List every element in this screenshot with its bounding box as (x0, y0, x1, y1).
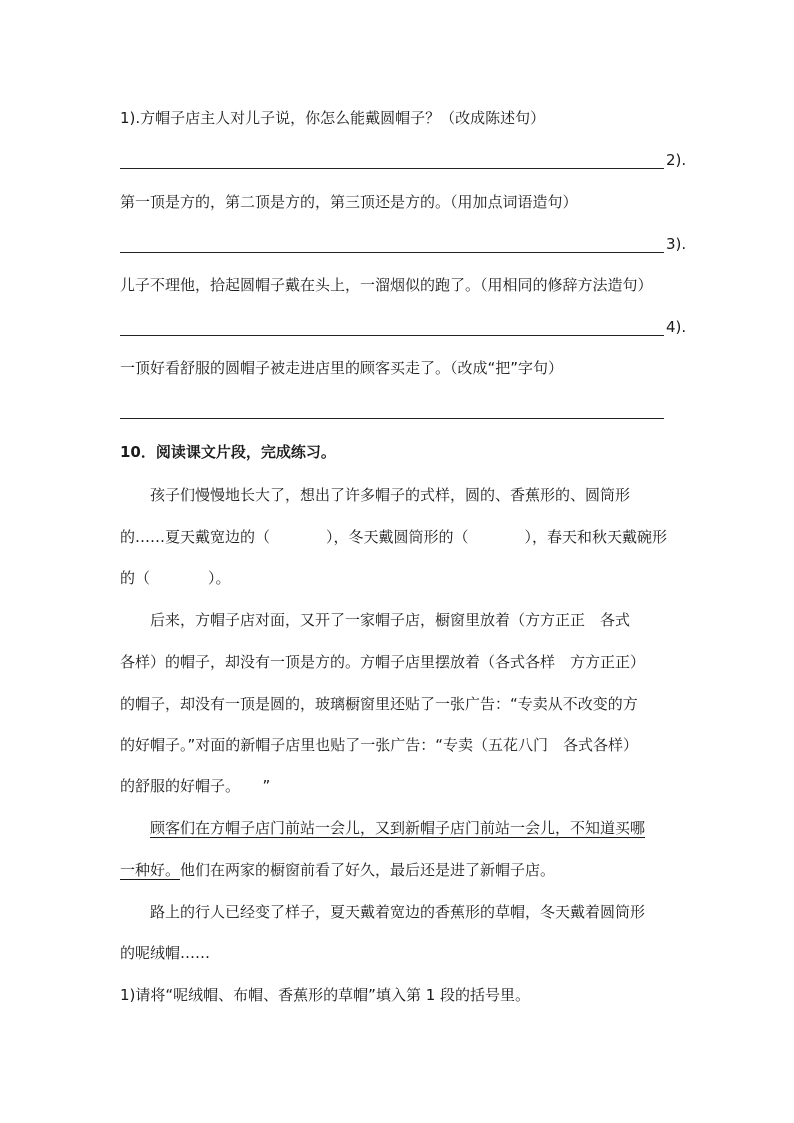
passage-p3-line-2 (120, 860, 555, 880)
p1-text-c: ），春天和秋天戴碗形 (524, 528, 668, 546)
answer-line-1 (120, 168, 664, 169)
p1-text-a: 的……夏天戴宽边的（ (120, 528, 271, 546)
p1-text-d: 的（ (120, 569, 151, 587)
passage-p1-line-3 (120, 568, 231, 588)
passage-p4-line-2: 的呢绒帽…… (120, 944, 211, 962)
passage-p2-line-3: 的帽子，却没有一顶是圆的，玻璃橱窗里还贴了一张广告：“专卖从不改变的方 (120, 695, 638, 713)
passage-p2-line-1: 后来，方帽子店对面，又开了一家帽子店，橱窗里放着（方方正正 各式 (150, 611, 631, 629)
p1-text-b: ），冬天戴圆筒形的（ (326, 528, 469, 546)
passage-p2-line-5: 的舒服的好帽子。 ” (120, 777, 271, 795)
passage-p4-line-1: 路上的行人已经变了样子，夏天戴着宽边的香蕉形的草帽，冬天戴着圆筒形 (150, 903, 646, 921)
question-4: 一顶好看舒服的圆帽子被走进店里的顾客买走了。（改成“把”字句） (120, 359, 564, 377)
passage-p2-line-4: 的好帽子。”对面的新帽子店里也贴了一张广告：“专卖（五花八门 各式各样） (120, 736, 639, 754)
question-3: 儿子不理他，拾起圆帽子戴在头上，一溜烟似的跑了。（用相同的修辞方法造句） (120, 276, 653, 294)
answer-line-2 (120, 252, 664, 253)
sub-question-1: 1)请将“呢绒帽、布帽、香蕉形的草帽”填入第 1 段的括号里。 (120, 986, 531, 1004)
question-2-number: 2). (666, 151, 687, 169)
passage-p1-line-2 (120, 527, 667, 547)
question-4-number: 4). (666, 318, 687, 336)
passage-p1-line-1: 孩子们慢慢地长大了，想出了许多帽子的式样，圆的、香蕉形的、圆筒形 (150, 486, 631, 504)
answer-line-4 (120, 418, 664, 419)
p3-underlined-text: 一种好。 (120, 861, 181, 879)
passage-p2-line-2: 各样）的帽子，却没有一顶是方的。方帽子店里摆放着（各式各样 方方正正） (120, 653, 646, 671)
question-3-number: 3). (666, 235, 687, 253)
section-10-title: 10．阅读课文片段，完成练习。 (120, 443, 336, 461)
p3-text: 他们在两家的橱窗前看了好久，最后还是进了新帽子店。 (180, 861, 556, 879)
p1-text-e: ）。 (208, 569, 231, 587)
answer-line-3 (120, 335, 664, 336)
question-2: 第一顶是方的，第二顶是方的，第三顶还是方的。（用加点词语造句） (120, 193, 578, 211)
question-1: 1).方帽子店主人对儿子说，你怎么能戴圆帽子？（改成陈述句） (120, 109, 546, 127)
passage-p3-line-1-underlined: 顾客们在方帽子店门前站一会儿，又到新帽子店门前站一会儿，不知道买哪 (150, 819, 646, 837)
